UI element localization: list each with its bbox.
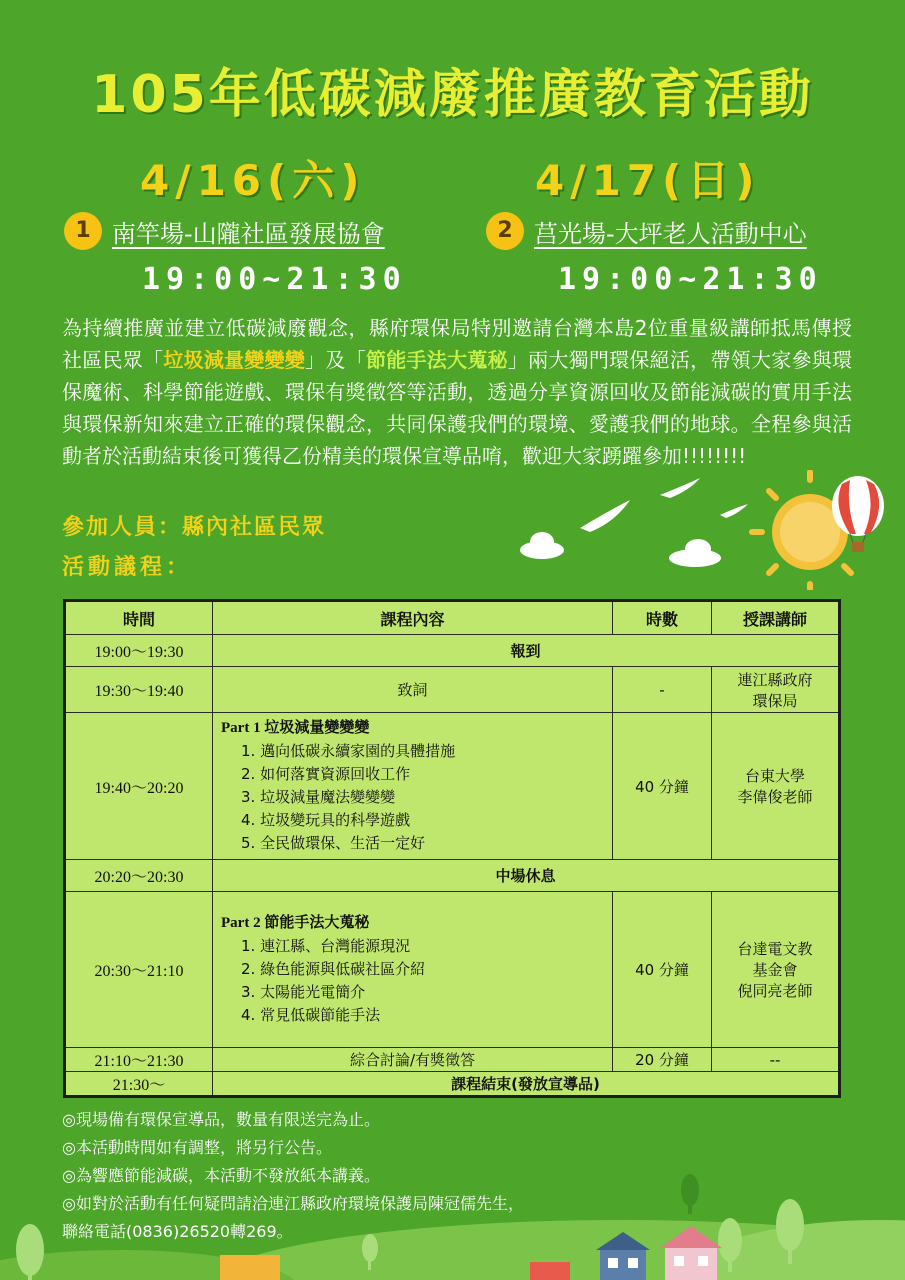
header-hours: 時數 — [613, 601, 712, 635]
note-line: ◎如對於活動有任何疑問請洽連江縣政府環境保護局陳冠儒先生， — [62, 1194, 524, 1213]
note-line: ◎本活動時間如有調整，將另行公告。 — [62, 1138, 332, 1157]
row-time: 20:30～21:10 — [65, 892, 213, 1048]
row-content: 中場休息 — [213, 860, 840, 892]
sky-illustration — [520, 470, 900, 590]
list-item: 5. 全民做環保、生活一定好 — [241, 834, 426, 852]
venue-number-badge-1: 1 — [64, 212, 102, 250]
table-row — [65, 713, 840, 860]
list-item: 3. 垃圾減量魔法變變變 — [241, 788, 396, 806]
tree-icon — [681, 1174, 699, 1214]
table-row — [65, 1072, 840, 1097]
page-title: 105年低碳減廢推廣教育活動 — [91, 65, 814, 125]
header-lecturer: 授課講師 — [712, 601, 840, 635]
intro-text-3: 」兩大獨門環保絕活，帶領大家參與環保魔術、科學節能遊戲、環保有獎徵答等活動，透過分享資源回收及節能減碳的實用手法與環保新知來建立正確的環保觀念，共同保護我們的環境、愛護我們的地球。全程參與活動者於活動結束後可獲得乙份精美的環保宣導品唷，歡迎大家踴躍參加!!!!!!!! — [62, 348, 853, 468]
lecturer-line: 台達電文教 — [737, 940, 813, 958]
lecturer-line: 連江縣政府 — [737, 670, 813, 689]
lecturer-line: 李偉俊老師 — [737, 788, 813, 806]
row-hours: - — [613, 667, 712, 713]
row-hours: 20 分鐘 — [613, 1048, 712, 1072]
venue-1: 南竿場-山隴社區發展協會 — [112, 220, 385, 248]
intro-text-1: 為持續推廣並建立低碳減廢觀念，縣府環保局特別邀請台灣本島2位重量級講師抵馬傳授社區民眾「 — [62, 316, 852, 372]
intro-highlight-waste: 垃圾減量變變變 — [163, 348, 306, 372]
row-lecturer — [712, 892, 840, 1048]
list-item: 4. 常見低碳節能手法 — [241, 1006, 381, 1024]
row-hours: 40 分鐘 — [613, 892, 712, 1048]
list-item: 2. 如何落實資源回收工作 — [241, 765, 411, 783]
list-item: 2. 綠色能源與低碳社區介紹 — [241, 960, 426, 978]
lecturer-line: 台東大學 — [744, 767, 805, 785]
list-item: 4. 垃圾變玩具的科學遊戲 — [241, 811, 411, 829]
intro-paragraph — [62, 312, 852, 472]
row-time: 21:30～ — [65, 1072, 213, 1097]
bird-icon — [660, 478, 700, 498]
row-time: 19:00～19:30 — [65, 635, 213, 667]
table-row — [65, 1048, 840, 1072]
row-time: 19:30～19:40 — [65, 667, 213, 713]
list-item: 3. 太陽能光電簡介 — [241, 983, 366, 1001]
bird-icon — [580, 500, 630, 532]
venue-number-badge-2: 2 — [486, 212, 524, 250]
header-content: 課程內容 — [213, 601, 613, 635]
part-title: Part 2 節能手法大蒐秘 — [221, 915, 370, 931]
event-time-2: 19:00~21:30 — [558, 262, 823, 297]
row-content: 致詞 — [213, 667, 613, 713]
participants-label: 參加人員：縣內社區民眾 — [62, 515, 327, 540]
row-lecturer — [712, 667, 840, 713]
event-date-1: 4/16(六) — [140, 156, 366, 205]
row-content: 綜合討論/有獎徵答 — [213, 1048, 613, 1072]
agenda-table — [63, 599, 841, 1098]
row-time: 19:40～20:20 — [65, 713, 213, 860]
lecturer-line: 環保局 — [752, 691, 798, 710]
event-time-1: 19:00~21:30 — [142, 262, 407, 297]
table-row — [65, 892, 840, 1048]
venue-2: 莒光場-大坪老人活動中心 — [534, 220, 807, 248]
row-lecturer — [712, 713, 840, 860]
cloud-icon — [669, 539, 721, 567]
part-title: Part 1 垃圾減量變變變 — [221, 720, 370, 736]
table-header-row — [65, 601, 840, 635]
note-line: 聯絡電話(0836)26520轉269。 — [62, 1222, 293, 1241]
list-item: 1. 連江縣、台灣能源現況 — [241, 937, 411, 955]
row-content — [213, 892, 613, 1048]
agenda-label: 活動議程： — [62, 555, 193, 580]
event-date-2: 4/17(日) — [535, 156, 761, 205]
lecturer-line: 基金會 — [752, 961, 798, 979]
bird-icon — [720, 504, 748, 518]
lecturer-line: 倪同亮老師 — [737, 982, 813, 1000]
header-time: 時間 — [65, 601, 213, 635]
sun-icon — [752, 472, 851, 590]
row-lecturer: -- — [712, 1048, 840, 1072]
row-time: 20:20～20:30 — [65, 860, 213, 892]
table-row — [65, 860, 840, 892]
list-item: 1. 邁向低碳永續家園的具體措施 — [241, 742, 456, 760]
table-row — [65, 635, 840, 667]
row-content — [213, 713, 613, 860]
row-hours: 40 分鐘 — [613, 713, 712, 860]
row-content: 報到 — [213, 635, 840, 667]
row-time: 21:10～21:30 — [65, 1048, 213, 1072]
row-content: 課程結束(發放宣導品) — [213, 1072, 840, 1097]
intro-highlight-energy: 節能手法大蒐秘 — [365, 348, 508, 372]
table-row — [65, 667, 840, 713]
note-line: ◎現場備有環保宣導品，數量有限送完為止。 — [62, 1110, 380, 1129]
note-line: ◎為響應節能減碳，本活動不發放紙本講義。 — [62, 1166, 380, 1185]
cloud-icon — [520, 532, 564, 559]
intro-text-2: 」及「 — [305, 348, 366, 372]
landscape-illustration — [0, 1170, 905, 1280]
